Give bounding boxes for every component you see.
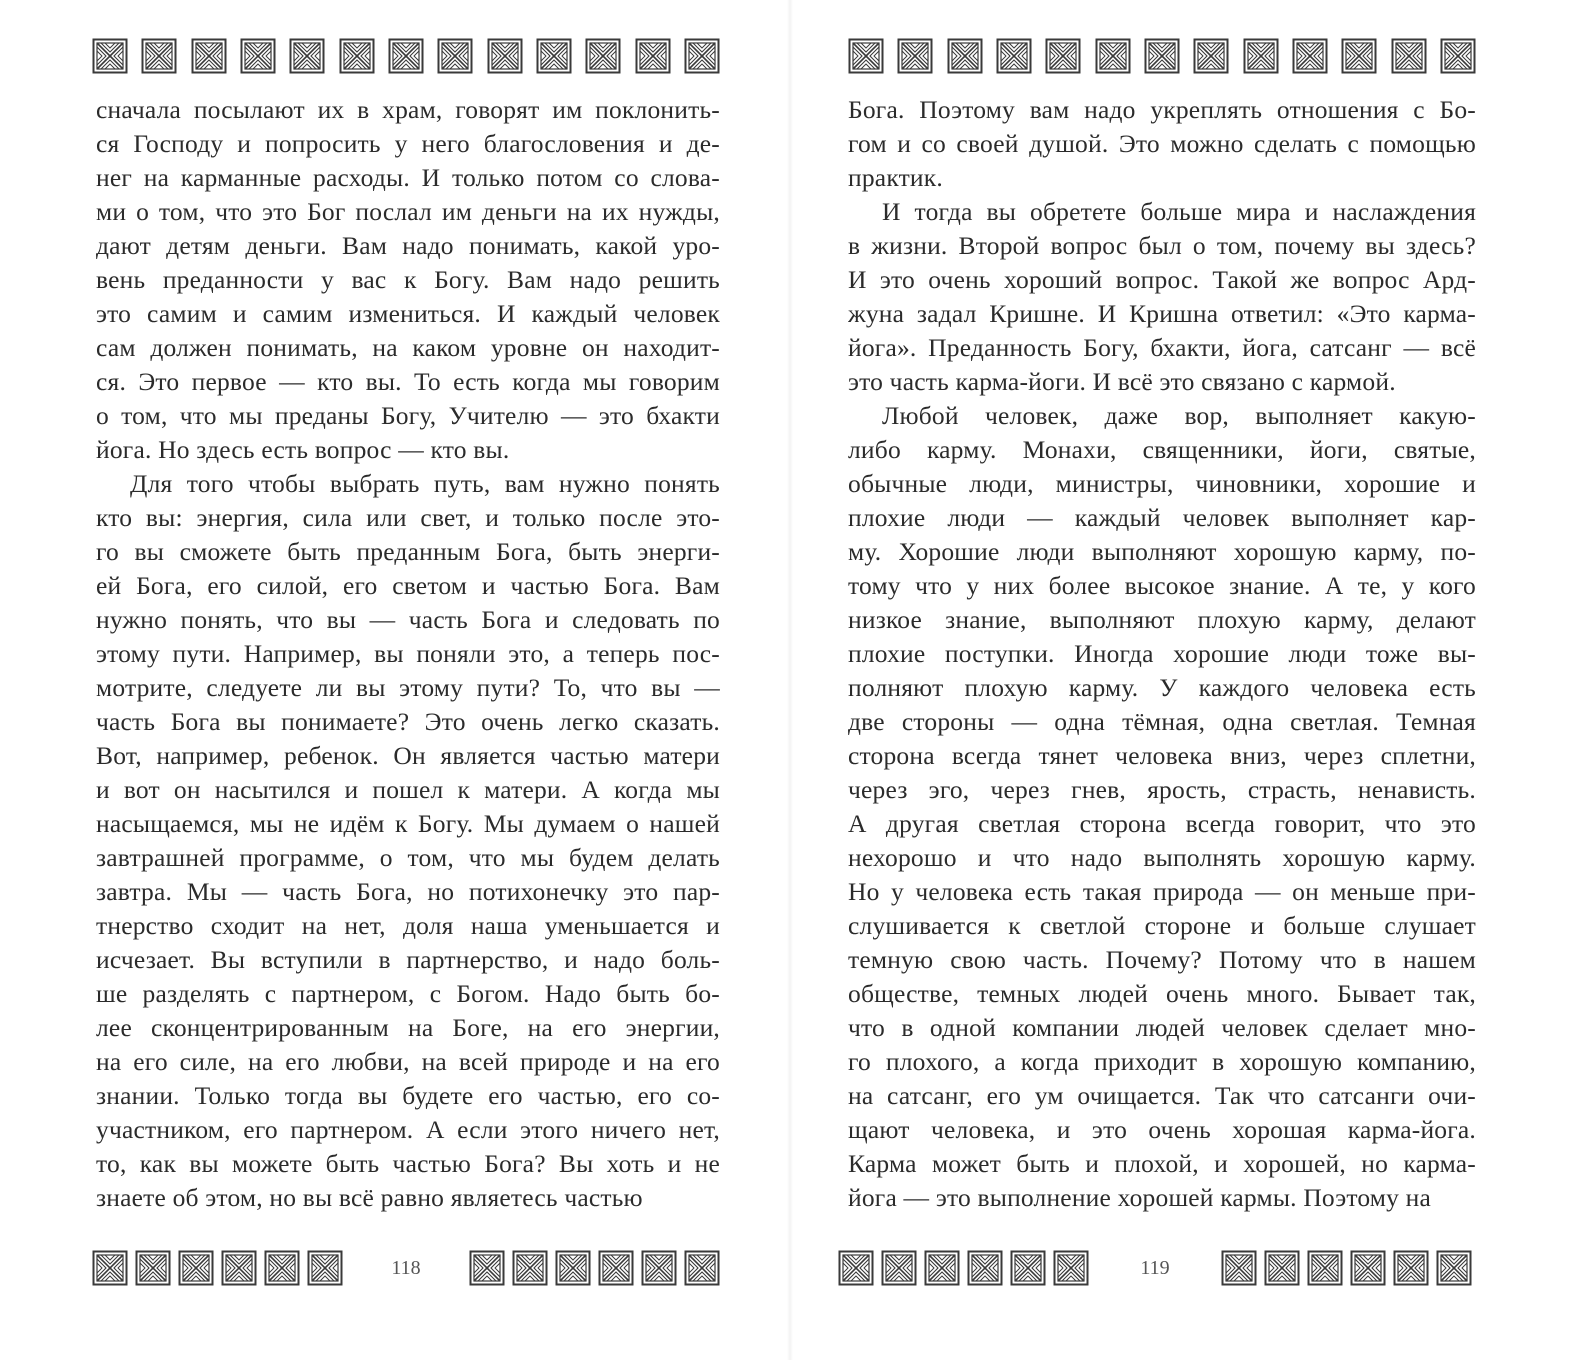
woven-square-ornament-icon — [1307, 1250, 1343, 1286]
text-line: на сатсанг, его ум очищается. Так что сатсанги очи- — [848, 1081, 1476, 1110]
text-line: сам должен понимать, на каком уровне он находит- — [96, 333, 720, 362]
text-line: дают детям деньги. Вам надо понимать, какой уро- — [96, 231, 720, 260]
footer-ornament-right — [1221, 1250, 1472, 1286]
text-line: завтра. Мы — часть Бога, но потихонечку это пар- — [96, 877, 720, 906]
text-line: ей Бога, его силой, его светом и частью Бога. Вам — [96, 571, 720, 600]
text-line: тнерство сходит на нет, доля наша уменьшается и — [96, 911, 720, 940]
page-number: 119 — [1140, 1256, 1170, 1279]
text-line: Карма может быть и плохой, и хорошей, но карма- — [848, 1149, 1476, 1178]
text-line: вень преданности у вас к Богу. Вам надо решить — [96, 265, 720, 294]
text-line: это самим и самим измениться. И каждый человек — [96, 299, 720, 328]
text-line: йога. Но здесь есть вопрос — кто вы. — [96, 435, 510, 464]
woven-square-ornament-icon — [585, 38, 621, 74]
text-line: участником, его партнером. А если этого ничего нет, — [96, 1115, 720, 1144]
text-line: в жизни. Второй вопрос был о том, почему вы здесь? — [848, 231, 1476, 260]
text-line: знаете об этом, но вы всё равно являетесь частью — [96, 1183, 643, 1212]
text-line: о том, что мы преданы Богу, Учителю — это бхакти — [96, 401, 720, 430]
text-line: две стороны — одна тёмная, одна светлая. Темная — [848, 707, 1476, 736]
footer-ornament-left — [92, 1250, 343, 1286]
woven-square-ornament-icon — [240, 38, 276, 74]
text-line: нег на карманные расходы. И только потом со слова- — [96, 163, 720, 192]
woven-square-ornament-icon — [1243, 38, 1279, 74]
text-line: И это очень хороший вопрос. Такой же вопрос Ард- — [848, 265, 1476, 294]
woven-square-ornament-icon — [635, 38, 671, 74]
text-line: темную свою часть. Почему? Потому что в нашем — [848, 945, 1476, 974]
top-ornament-border — [848, 38, 1476, 74]
text-line: А другая светлая сторона всегда говорит, что это — [848, 809, 1476, 838]
text-line: сторона всегда тянет человека вниз, через сплетни, — [848, 741, 1476, 770]
text-line: щают человека, и это очень хорошая карма-йога. — [848, 1115, 1476, 1144]
woven-square-ornament-icon — [924, 1250, 960, 1286]
text-line: насыщаемся, мы не идём к Богу. Мы думаем о нашей — [96, 809, 720, 838]
woven-square-ornament-icon — [536, 38, 572, 74]
text-line: этому пути. Например, вы поняли это, а теперь пос- — [96, 639, 720, 668]
woven-square-ornament-icon — [1391, 38, 1427, 74]
woven-square-ornament-icon — [437, 38, 473, 74]
woven-square-ornament-icon — [469, 1250, 505, 1286]
text-line: жуна задал Кришне. И Кришна ответил: «Это карма- — [848, 299, 1476, 328]
text-line: тому что у них более высокое знание. А те, у кого — [848, 571, 1476, 600]
woven-square-ornament-icon — [1193, 38, 1229, 74]
woven-square-ornament-icon — [947, 38, 983, 74]
text-line: низкое знание, выполняют плохую карму, делают — [848, 605, 1476, 634]
woven-square-ornament-icon — [1436, 1250, 1472, 1286]
woven-square-ornament-icon — [1350, 1250, 1386, 1286]
text-line: йога — это выполнение хорошей кармы. Поэтому на — [848, 1183, 1432, 1212]
woven-square-ornament-icon — [1010, 1250, 1046, 1286]
text-line: обществе, темных людей очень много. Бывает так, — [848, 979, 1476, 1008]
text-line: Любой человек, даже вор, выполняет какую- — [882, 401, 1476, 430]
footer-ornament-right — [469, 1250, 720, 1286]
footer-ornament-left — [838, 1250, 1089, 1286]
woven-square-ornament-icon — [388, 38, 424, 74]
woven-square-ornament-icon — [684, 38, 720, 74]
text-line: плохие люди — каждый человек выполняет кар- — [848, 503, 1476, 532]
woven-square-ornament-icon — [191, 38, 227, 74]
text-line: часть Бога вы понимаете? Это очень легко сказать. — [96, 707, 720, 736]
text-line: что в одной компании людей человек сделает мно- — [848, 1013, 1476, 1042]
text-line: лее сконцентрированным на Боге, на его энергии, — [96, 1013, 720, 1042]
text-line: через эго, через гнев, ярость, страсть, ненависть. — [848, 775, 1476, 804]
woven-square-ornament-icon — [1264, 1250, 1300, 1286]
woven-square-ornament-icon — [92, 38, 128, 74]
woven-square-ornament-icon — [598, 1250, 634, 1286]
woven-square-ornament-icon — [881, 1250, 917, 1286]
woven-square-ornament-icon — [221, 1250, 257, 1286]
left-page-text — [96, 93, 720, 1215]
woven-square-ornament-icon — [1144, 38, 1180, 74]
woven-square-ornament-icon — [1440, 38, 1476, 74]
woven-square-ornament-icon — [135, 1250, 171, 1286]
text-line: либо карму. Монахи, священники, йоги, святые, — [848, 435, 1476, 464]
woven-square-ornament-icon — [684, 1250, 720, 1286]
left-page-footer — [92, 1250, 720, 1286]
woven-square-ornament-icon — [967, 1250, 1003, 1286]
text-line: это часть карма-йоги. И всё это связано с кармой. — [848, 367, 1396, 396]
woven-square-ornament-icon — [996, 38, 1032, 74]
text-line: обычные люди, министры, чиновники, хорошие и — [848, 469, 1476, 498]
text-line: нехорошо и что надо выполнять хорошую карму. — [848, 843, 1476, 872]
text-line: Бога. Поэтому вам надо укреплять отношения с Бо- — [848, 95, 1476, 124]
woven-square-ornament-icon — [339, 38, 375, 74]
text-line: ся Господу и попросить у него благословения и де- — [96, 129, 720, 158]
text-line: гом и со своей душой. Это можно сделать с помощью — [848, 129, 1476, 158]
woven-square-ornament-icon — [307, 1250, 343, 1286]
text-line: то, как вы можете быть частью Бога? Вы хоть и не — [96, 1149, 720, 1178]
text-line: сначала посылают их в храм, говорят им поклонить- — [96, 95, 720, 124]
right-page-footer — [838, 1250, 1472, 1286]
text-line: ми о том, что это Бог послал им деньги на их нужды, — [96, 197, 720, 226]
text-line: Для того чтобы выбрать путь, вам нужно понять — [130, 469, 720, 498]
top-ornament-border — [92, 38, 720, 74]
woven-square-ornament-icon — [141, 38, 177, 74]
page-number: 118 — [391, 1256, 421, 1279]
woven-square-ornament-icon — [264, 1250, 300, 1286]
woven-square-ornament-icon — [92, 1250, 128, 1286]
text-line: исчезает. Вы вступили в партнерство, и надо боль- — [96, 945, 720, 974]
text-line: го плохого, а когда приходит в хорошую компанию, — [848, 1047, 1476, 1076]
woven-square-ornament-icon — [848, 38, 884, 74]
right-page-text — [848, 93, 1476, 1215]
woven-square-ornament-icon — [1341, 38, 1377, 74]
text-line: практик. — [848, 163, 943, 192]
woven-square-ornament-icon — [1292, 38, 1328, 74]
text-line: Но у человека есть такая природа — он меньше при- — [848, 877, 1476, 906]
woven-square-ornament-icon — [1393, 1250, 1429, 1286]
text-line: на его силе, на его любви, на всей природе и на его — [96, 1047, 720, 1076]
text-line: му. Хорошие люди выполняют хорошую карму, по- — [848, 537, 1476, 566]
text-line: го вы сможете быть преданным Бога, быть энерги- — [96, 537, 720, 566]
woven-square-ornament-icon — [1095, 38, 1131, 74]
text-line: ше разделять с партнером, с Богом. Надо быть бо- — [96, 979, 720, 1008]
woven-square-ornament-icon — [641, 1250, 677, 1286]
text-line: и вот он насытился и пошел к матери. А когда мы — [96, 775, 720, 804]
woven-square-ornament-icon — [838, 1250, 874, 1286]
woven-square-ornament-icon — [1221, 1250, 1257, 1286]
woven-square-ornament-icon — [178, 1250, 214, 1286]
woven-square-ornament-icon — [897, 38, 933, 74]
woven-square-ornament-icon — [555, 1250, 591, 1286]
right-page — [790, 0, 1575, 1360]
woven-square-ornament-icon — [512, 1250, 548, 1286]
text-line: ся. Это первое — кто вы. То есть когда мы говорим — [96, 367, 720, 396]
text-line: Вот, например, ребенок. Он является частью матери — [96, 741, 720, 770]
text-line: кто вы: энергия, сила или свет, и только после это- — [96, 503, 720, 532]
text-line: завтрашней программе, о том, что мы будем делать — [96, 843, 720, 872]
woven-square-ornament-icon — [289, 38, 325, 74]
woven-square-ornament-icon — [487, 38, 523, 74]
text-line: йога». Преданность Богу, бхакти, йога, сатсанг — всё — [848, 333, 1476, 362]
text-line: знании. Только тогда вы будете его частью, его со- — [96, 1081, 720, 1110]
text-line: мотрите, следуете ли вы этому пути? То, что вы — — [96, 673, 720, 702]
text-line: полняют плохую карму. У каждого человека есть — [848, 673, 1476, 702]
text-line: нужно понять, что вы — часть Бога и следовать по — [96, 605, 720, 634]
woven-square-ornament-icon — [1045, 38, 1081, 74]
text-line: И тогда вы обретете больше мира и наслаждения — [882, 197, 1476, 226]
woven-square-ornament-icon — [1053, 1250, 1089, 1286]
text-line: плохие поступки. Иногда хорошие люди тоже вы- — [848, 639, 1476, 668]
text-line: слушивается к светлой стороне и больше слушает — [848, 911, 1476, 940]
